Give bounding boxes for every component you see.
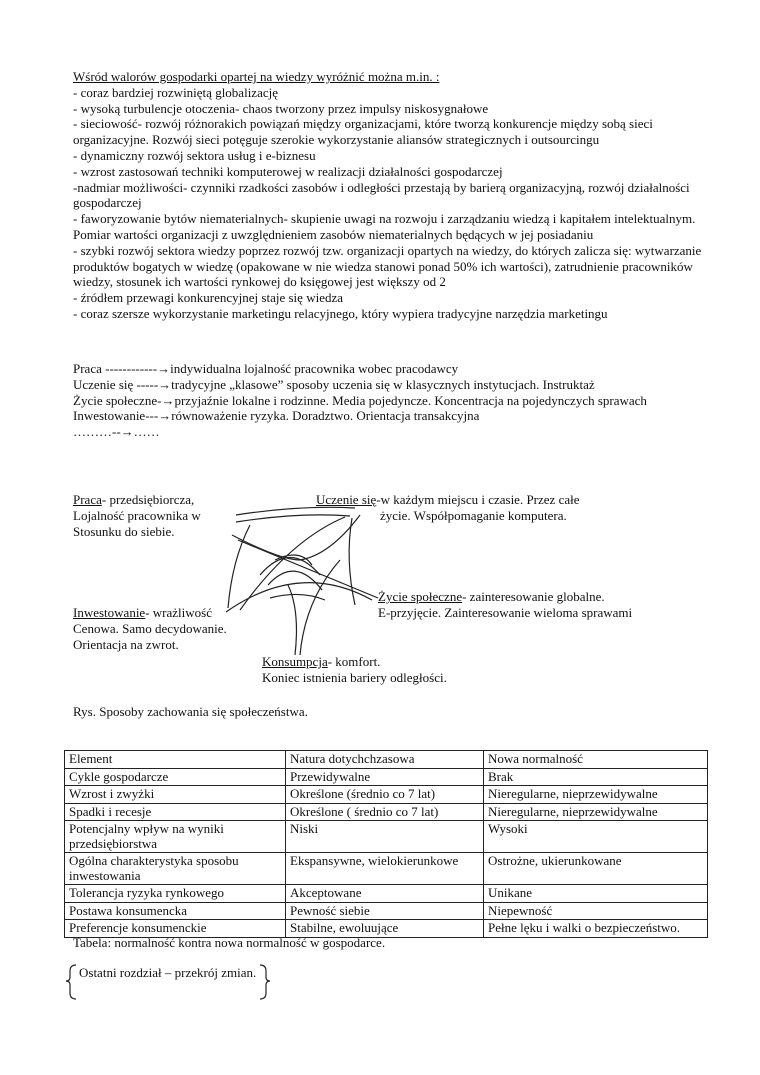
table-cell: Unikane <box>484 885 708 903</box>
node-desc: Lojalność pracownika w <box>73 508 201 523</box>
node-desc: - przedsiębiorcza, <box>101 492 195 507</box>
table-cell: Ekspansywne, wielokierunkowe <box>286 853 484 885</box>
intro-heading: Wśród walorów gospodarki opartej na wiedzy wyróżnić można m.in. : <box>73 69 440 84</box>
column-header: Nowa normalność <box>484 751 708 769</box>
list-item: -nadmiar możliwości- czynniki rzadkości zasobów i odległości przestają by barierą organizacyjną, rozwój działalności gospodarczej <box>73 179 690 211</box>
table-caption: Tabela: normalność kontra nowa normalność w gospodarce. <box>73 935 386 950</box>
table-row <box>65 885 708 903</box>
node-praca <box>73 492 201 540</box>
table-cell: Postawa konsumencka <box>65 902 286 920</box>
node-inwestowanie <box>73 605 227 653</box>
table-row <box>65 768 708 786</box>
node-uczenie <box>316 492 580 508</box>
shift-left: Inwestowanie--- <box>73 408 159 424</box>
shift-right: równoważenie ryzyka. Doradztwo. Orientacja transakcyjna <box>171 408 480 424</box>
list-item: - źródłem przewagi konkurencyjnej staje się wiedza <box>73 290 343 306</box>
node-desc: E-przyjęcie. Zainteresowanie wieloma sprawami <box>378 605 633 620</box>
node-konsumpcja <box>262 654 447 686</box>
web-line <box>228 525 250 608</box>
node-term: Praca <box>73 492 102 507</box>
node-desc: - wrażliwość <box>145 605 212 620</box>
table-cell: Preferencje konsumenckie <box>65 920 286 938</box>
column-header: Element <box>65 751 286 769</box>
table-cell: Stabilne, ewoluujące <box>286 920 484 938</box>
node-desc: - zainteresowanie globalne. <box>462 589 605 604</box>
table-cell: Brak <box>484 768 708 786</box>
table-cell: Niski <box>286 821 484 853</box>
web-line <box>232 515 360 560</box>
table-cell: Ogólna charakterystyka sposobu inwestowania <box>65 853 286 885</box>
node-desc: życie. Współpomaganie komputera. <box>380 508 567 523</box>
shift-right: przyjaźnie lokalne i rodzinne. Media pojedyncze. Koncentracja na pojedynczych sprawach <box>174 392 647 408</box>
shift-left: Uczenie się ----- <box>73 376 159 392</box>
shift-left: Praca ------------ <box>73 361 158 376</box>
figure-caption: Rys. Sposoby zachowania się społeczeństwa. <box>73 704 308 719</box>
node-term: Inwestowanie <box>73 605 146 620</box>
comparison-table <box>64 750 708 938</box>
shift-left: ………-- <box>73 424 121 440</box>
node-term: Życie społeczne <box>378 589 463 604</box>
shift-left: Życie społeczne- <box>73 392 162 408</box>
table-cell: Niepewność <box>484 902 708 920</box>
web-line <box>238 540 378 598</box>
table-row <box>65 803 708 821</box>
web-line <box>260 558 320 576</box>
final-note: Ostatni rozdział – przekrój zmian. <box>79 965 257 980</box>
web-line <box>288 585 296 655</box>
shift-right: tradycyjne „klasowe” sposoby uczenia się w klasycznych instytucjach. Instruktaż <box>171 376 595 392</box>
node-desc: Koniec istnienia bariery odległości. <box>262 670 447 685</box>
table-cell: Wysoki <box>484 821 708 853</box>
arrow-icon: → <box>161 392 175 408</box>
table-row <box>65 902 708 920</box>
list-item: - coraz bardziej rozwiniętą globalizację <box>73 84 278 100</box>
node-desc: Stosunku do siebie. <box>73 524 175 539</box>
node-term: Uczenie się <box>316 492 377 507</box>
table-row <box>65 786 708 804</box>
table-cell: Ostrożne, ukierunkowane <box>484 853 708 885</box>
table-cell: Spadki i recesje <box>65 803 286 821</box>
list-item: - dynamiczny rozwój sektora usług i e-biznesu <box>73 147 316 163</box>
list-item: - szybki rozwój sektora wiedzy poprzez rozwój tzw. organizacji opartych na wiedzy, do których zalicza się: wytwarzanie produktów bogatych w wiedzę (opakowane w nie wiedza stanowi ponad 50% ich wartości), zatrudnienie pracowników wiedzy, stosunek ich wartości rynkowej do księgowej jest większy od 2 <box>73 242 702 290</box>
table-cell: Przewidywalne <box>286 768 484 786</box>
table-cell: Potencjalny wpływ na wyniki przedsiębiorstwa <box>65 821 286 853</box>
table-header-row <box>65 751 708 769</box>
node-zycie <box>378 589 632 621</box>
node-desc: Cenowa. Samo decydowanie. <box>73 621 227 636</box>
table-row <box>65 853 708 885</box>
list-item: - faworyzowanie bytów niematerialnych- skupienie uwagi na rozwoju i zarządzaniu wiedzą i kapitałem intelektualnym. Pomiar wartości organizacji z uwzględnieniem zasobów niematerialnych będących w jej posiadaniu <box>73 211 696 242</box>
shift-right: …… <box>133 424 160 440</box>
arrow-icon: → <box>157 361 171 376</box>
node-desc: -w każdym miejscu i czasie. Przez całe <box>376 492 580 507</box>
table-cell: Tolerancja ryzyka rynkowego <box>65 885 286 903</box>
arrow-icon: → <box>120 424 134 440</box>
web-line <box>236 515 350 522</box>
final-note-bracket <box>63 961 273 1001</box>
node-term: Konsumpcja <box>262 654 328 669</box>
table-cell: Cykle gospodarcze <box>65 768 286 786</box>
arrow-icon: → <box>158 408 172 424</box>
table-cell: Akceptowane <box>286 885 484 903</box>
web-line <box>236 507 355 515</box>
column-header: Natura dotychchzasowa <box>286 751 484 769</box>
list-item: - wysoką turbulencje otoczenia- chaos tworzony przez impulsy niskosygnałowe <box>73 100 489 116</box>
list-item: - coraz szersze wykorzystanie marketingu relacyjnego, który wypiera tradycyjne narzędzia marketingu <box>73 305 608 321</box>
node-uczenie-line2 <box>380 508 567 524</box>
shift-right: indywidualna lojalność pracownika wobec pracodawcy <box>170 361 459 376</box>
node-desc: - komfort. <box>327 654 381 669</box>
table-cell: Nieregularne, nieprzewidywalne <box>484 786 708 804</box>
table-cell: Nieregularne, nieprzewidywalne <box>484 803 708 821</box>
arrow-icon: → <box>158 376 172 392</box>
table-cell: Określone (średnio co 7 lat) <box>286 786 484 804</box>
list-item: - sieciowość- rozwój różnorakich powiązań między organizacjami, które tworzą konkurencje między sobą sieci organizacyjne. Rozwój sieci potęguje szerokie wykorzystanie aliansów strategicznych i outsourcingu <box>73 116 653 148</box>
table-cell: Wzrost i zwyżki <box>65 786 286 804</box>
list-item: - wzrost zastosowań techniki komputerowej w realizacji działalności gospodarczej <box>73 163 503 179</box>
table-cell: Pewność siebie <box>286 902 484 920</box>
table-cell: Określone ( średnio co 7 lat) <box>286 803 484 821</box>
table-cell: Pełne lęku i walki o bezpieczeństwo. <box>484 920 708 938</box>
node-desc: Orientacja na zwrot. <box>73 637 179 652</box>
table-row <box>65 821 708 853</box>
